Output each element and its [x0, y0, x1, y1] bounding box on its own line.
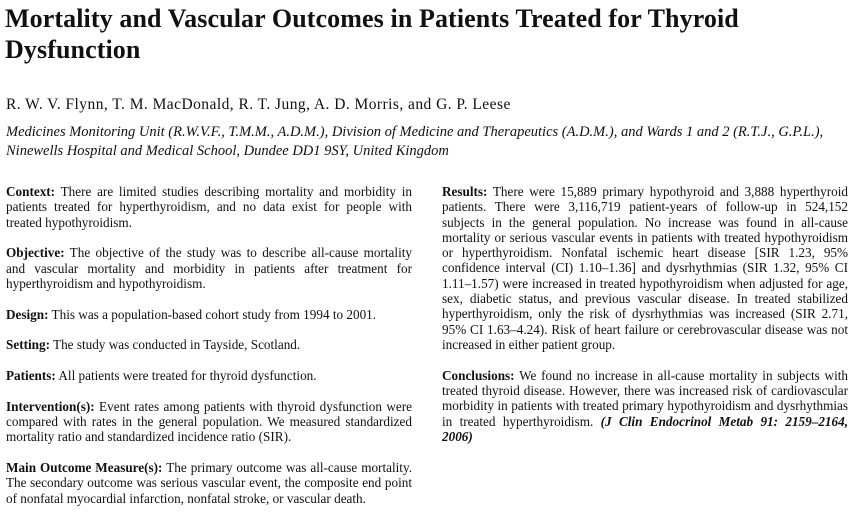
intervention-heading: Intervention(s):	[6, 398, 95, 414]
affiliation: Medicines Monitoring Unit (R.W.V.F., T.M.M., A.D.M.), Division of Medicine and Therapeutics (A.D.M.), and Wards 1 and 2 (R.T.J., G.P.L.), Ninewells Hospital and Medical School, Dundee DD1 9SY, United Kingdom	[6, 124, 824, 159]
abstract-context	[6, 184, 412, 230]
abstract-right-column	[442, 184, 848, 460]
objective-heading: Objective:	[6, 245, 65, 261]
abstract-patients	[6, 368, 412, 383]
context-heading: Context:	[6, 184, 56, 199]
context-text: There are limited studies describing mortality and morbidity in patients treated for hyperthyroidism, and no data exist for people with treated hypothyroidism.	[6, 184, 412, 230]
abstract-conclusions	[442, 368, 848, 444]
patients-heading: Patients:	[6, 367, 56, 383]
outcome-text: The primary outcome was all-cause mortality. The secondary outcome was serious vascular event, the composite end point of nonfatal myocardial infarction, nonfatal stroke, or vascular death.	[6, 459, 412, 506]
results-text: There were 15,889 primary hypothyroid and 3,888 hyperthyroid patients. There were 3,116,719 patient-years of follow-up in 524,152 subjects in the general population. No increase was found in all-cause mortality or serious vascular events in patients with treated hypothyroidism or hyperthyroidism. Nonfatal ischemic heart disease [SIR 1.23, 95% confidence interval (CI) 1.10–1.36] and dysrhythmias (SIR 1.32, 95% CI 1.11–1.57) were increased in treated hypothyroidism when adjusted for age, sex, diabetic status, and previous vascular disease. In treated stabilized hyperthyroidism, only the risk of dysrhythmias was increased (SIR 2.71, 95% CI 1.63–4.24). Risk of heart failure or cerebrovascular disease was not increased in either patient group.	[442, 184, 848, 352]
author-list: R. W. V. Flynn, T. M. MacDonald, R. T. Jung, A. D. Morris, and G. P. Leese	[6, 96, 511, 113]
abstract-outcome	[6, 460, 412, 506]
patients-text: All patients were treated for thyroid dysfunction.	[55, 367, 317, 383]
journal-citation: (J Clin Endocrinol Metab 91: 2159–2164, 2006)	[442, 413, 849, 444]
setting-heading: Setting:	[6, 337, 50, 353]
abstract-design	[6, 307, 412, 322]
abstract-results	[442, 184, 848, 352]
objective-text: The objective of the study was to describe all-cause mortality and vascular mortality and morbidity in patients after treatment for hyperthyroidism and hypothyroidism.	[6, 245, 412, 291]
intervention-text: Event rates among patients with thyroid dysfunction were compared with rates in the general population. We measured standardized mortality ratio and standardized incidence ratio (SIR).	[6, 398, 412, 445]
abstract-left-column	[6, 184, 412, 521]
outcome-heading: Main Outcome Measure(s):	[6, 459, 163, 475]
conclusions-heading: Conclusions:	[442, 367, 515, 383]
design-text: This was a population-based cohort study from 1994 to 2001.	[48, 306, 377, 322]
setting-text: The study was conducted in Tayside, Scotland.	[49, 337, 301, 353]
abstract-setting	[6, 337, 412, 352]
results-heading: Results:	[442, 184, 488, 199]
paper-title: Mortality and Vascular Outcomes in Patients Treated for Thyroid Dysfunction	[5, 4, 739, 64]
abstract-intervention	[6, 399, 412, 445]
design-heading: Design:	[6, 306, 49, 322]
conclusions-text: We found no increase in all-cause mortality in subjects with treated thyroid disease. However, there was increased risk of cardiovascular morbidity in patients with treated primary hypothyroidism and dysrhythmias in treated hyperthyroidism.	[442, 367, 848, 429]
abstract-objective	[6, 245, 412, 291]
